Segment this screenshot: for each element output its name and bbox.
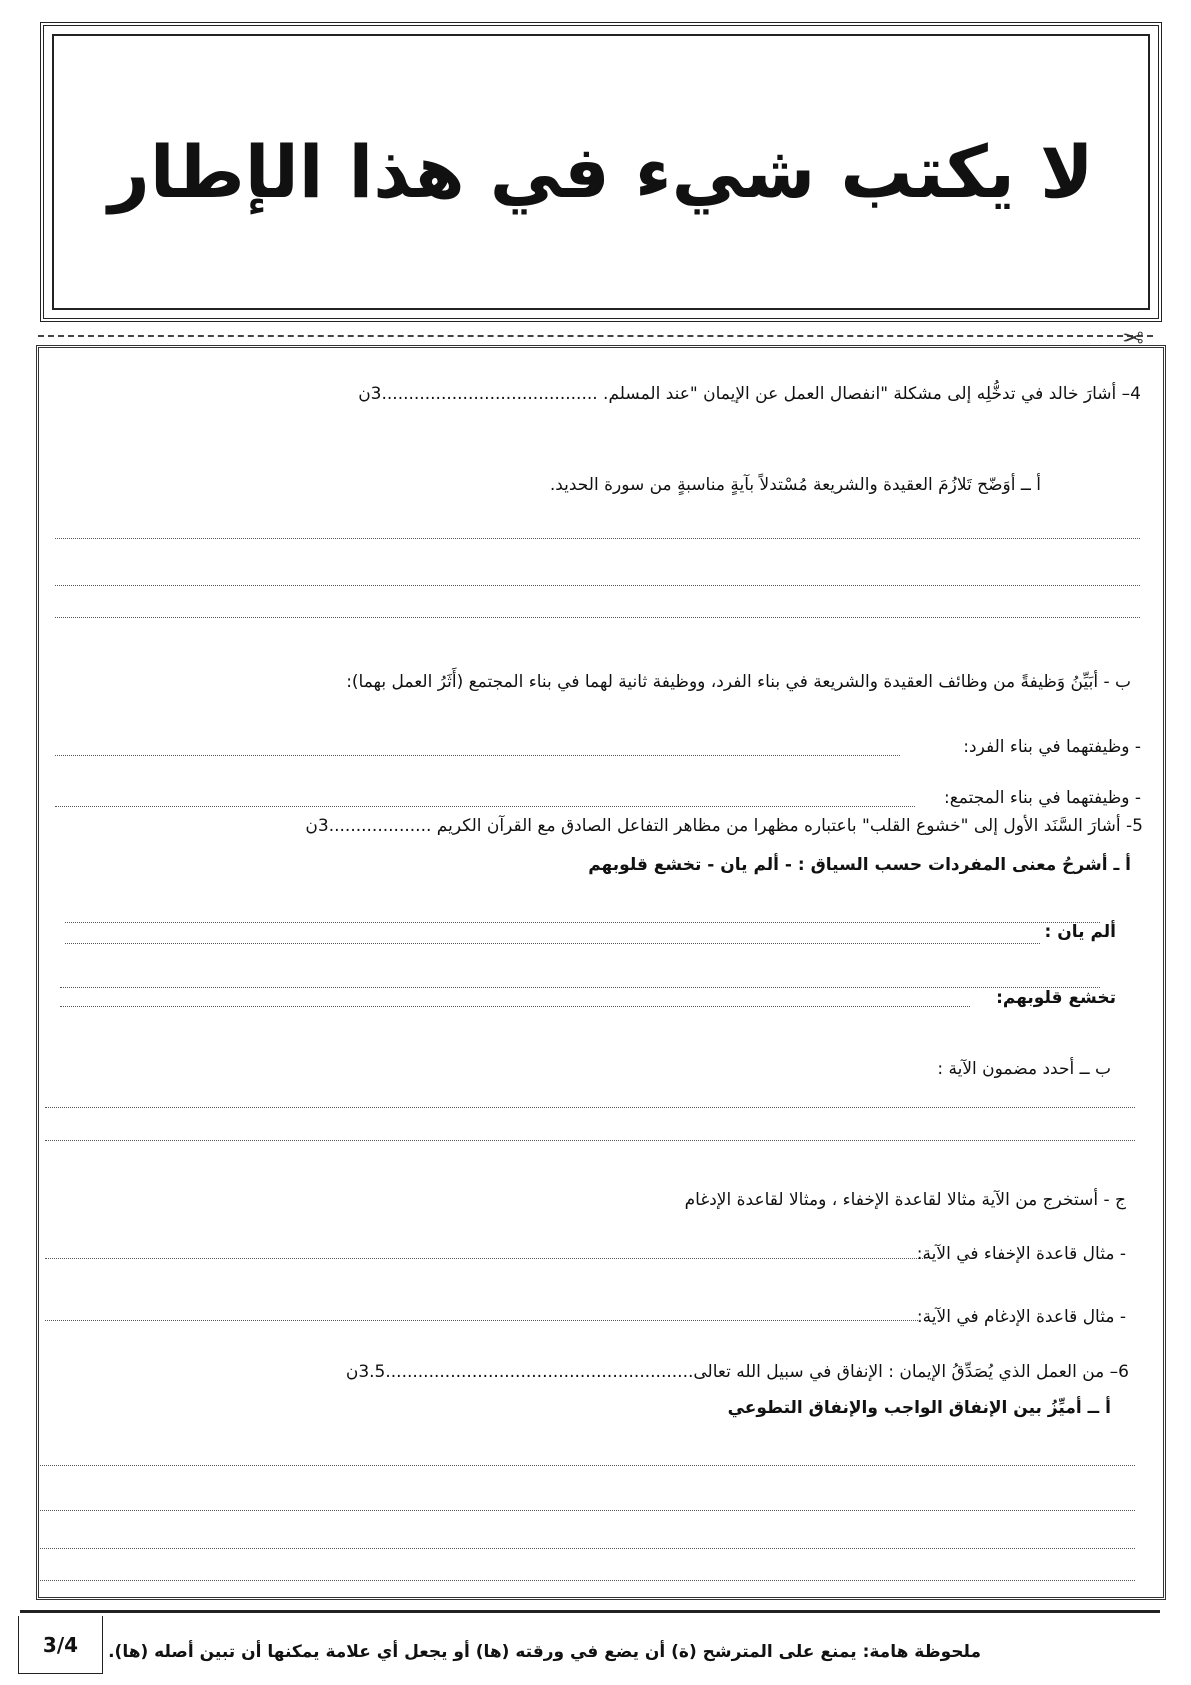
q4-b-line2-label: - وظيفتهما في بناء المجتمع: [944,788,1141,808]
q5-c-line1-label: - مثال قاعدة الإخفاء في الآية: [916,1244,1126,1264]
answer-line[interactable] [45,1140,1135,1141]
answer-line[interactable] [45,1258,925,1259]
cut-line [38,335,1153,337]
answer-line[interactable] [55,585,1140,586]
answer-line[interactable] [60,987,1100,988]
answer-line[interactable] [45,1320,920,1321]
footer-note: ملحوظة هامة: يمنع على المترشح (ة) أن يضع في ورقته (ها) أو يجعل أي علامة يمكنها أن تبين أصله (ها). [108,1642,981,1662]
answer-line[interactable] [45,1107,1135,1108]
q5-term1: ألم يان : [1044,922,1116,942]
q4-a-prompt: أ ــ أوَضّح تَلازُمَ العقيدة والشريعة مُسْتدلاً بآيةٍ مناسبةٍ من سورة الحديد. [549,475,1041,495]
q5-c-prompt: ج - أستخرج من الآية مثالا لقاعدة الإخفاء ، ومثالا لقاعدة الإدغام [684,1190,1126,1210]
q5-a-prompt: أ ـ أشرحُ معنى المفردات حسب السياق : - ألم يان - تخشع قلوبهم [588,855,1131,875]
q6-heading: 6– من العمل الذي يُصَدِّقُ الإيمان : الإنفاق في سبيل الله تعالى.........................................................3.5ن [345,1362,1129,1382]
answer-line[interactable] [55,617,1140,618]
answer-line[interactable] [60,1006,970,1007]
q4-b-line1-label: - وظيفتهما في بناء الفرد: [963,737,1141,757]
footer-rule [20,1610,1160,1613]
answer-line[interactable] [40,1465,1135,1466]
answer-line[interactable] [40,1580,1135,1581]
answer-line[interactable] [65,922,1100,923]
q5-b-prompt: ب ــ أحدد مضمون الآية : [937,1059,1111,1079]
answer-line[interactable] [55,538,1140,539]
page-number: 3/4 [18,1616,103,1674]
scissors-icon: ✂ [1122,321,1144,351]
answer-line[interactable] [40,1510,1135,1511]
answer-line[interactable] [40,1548,1135,1549]
no-write-frame-inner [52,34,1150,310]
q4-heading: 4– أشارَ خالد في تدخُّلِه إلى مشكلة "انفصال العمل عن الإيمان "عند المسلم. ........................................3ن [358,384,1141,404]
no-write-banner: لا يكتب شيء في هذا الإطار [108,130,1094,214]
q5-heading: 5- أشارَ السَّنَد الأول إلى "خشوع القلب" باعتباره مظهرا من مظاهر التفاعل الصادق مع القرآن الكريم ...................3ن [305,816,1143,836]
answer-line[interactable] [55,806,915,807]
q5-term2: تخشع قلوبهم: [996,988,1116,1008]
q4-b-prompt: ب - أبَيِّنُ وَظيفةً من وظائف العقيدة والشريعة في بناء الفرد، ووظيفة ثانية لهما في بناء المجتمع (أَثَرُ العمل بهما): [346,672,1131,692]
q6-a-prompt: أ ــ أميِّزُ بين الإنفاق الواجب والإنفاق التطوعي [727,1398,1111,1418]
no-write-frame [40,22,1162,322]
q5-c-line2-label: - مثال قاعدة الإدغام في الآية: [916,1307,1126,1327]
answer-line[interactable] [65,943,1040,944]
answer-line[interactable] [55,755,900,756]
